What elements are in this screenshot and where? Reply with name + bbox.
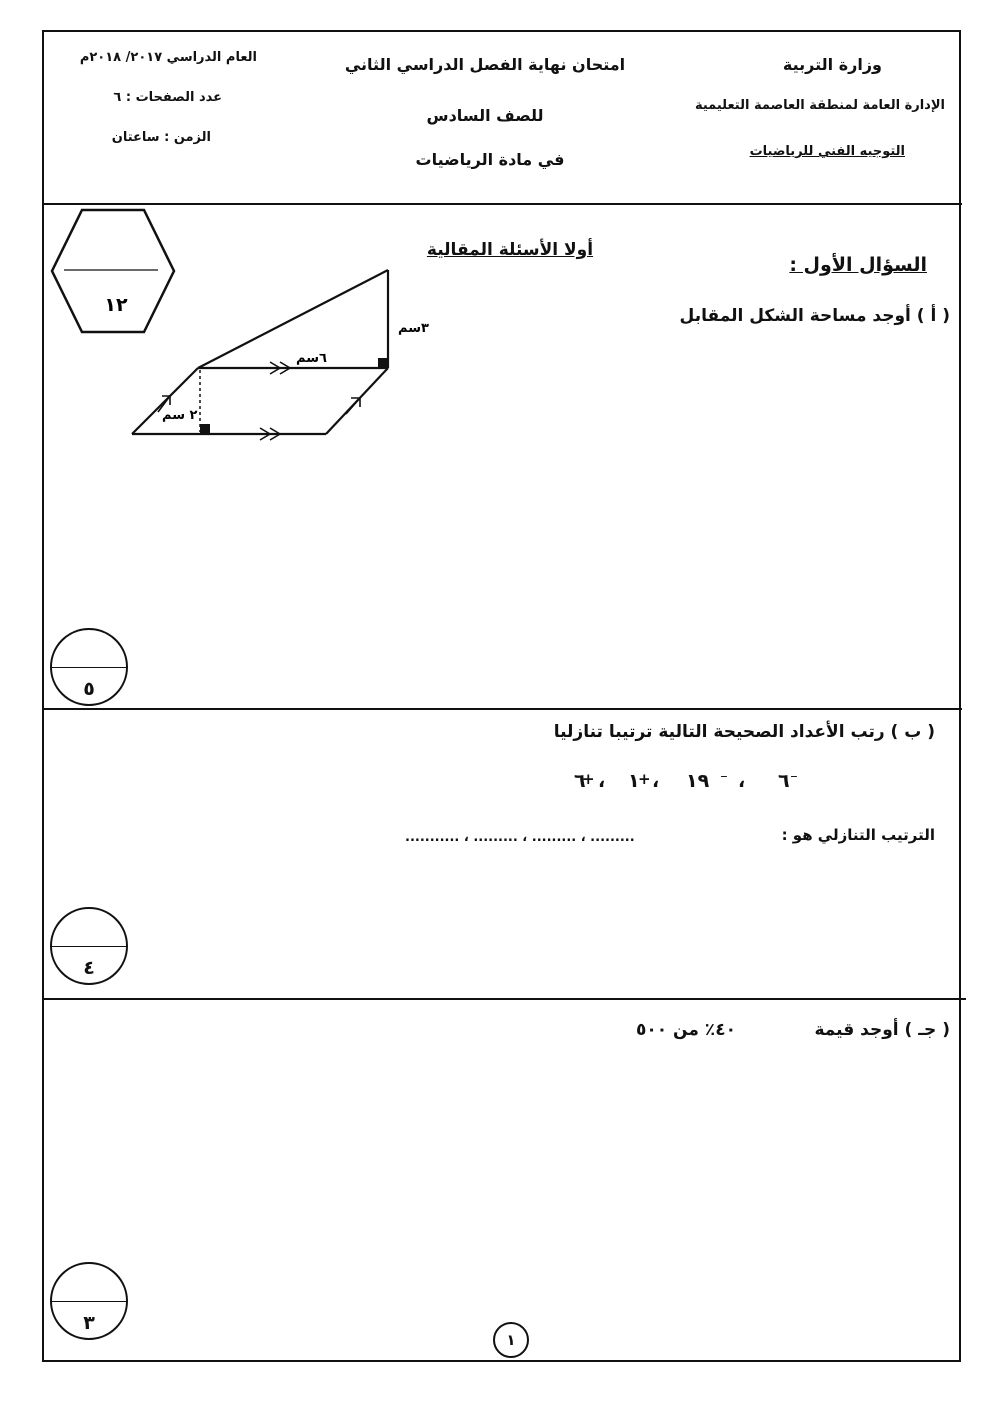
comma: ، [652,770,660,792]
total-score-value: ١٢ [104,294,128,316]
academic-year: العام الدراسي ٢٠١٧/ ٢٠١٨م [79,50,257,65]
label-height-triangle: ٣سم [398,321,429,336]
subject-label: في مادة الرياضيات [415,150,565,169]
part-c-prompt: ( جـ ) أوجد قيمة [814,1020,950,1040]
exam-duration: الزمن : ساعتان [111,130,211,145]
triangle-hypotenuse [198,270,388,368]
part-a-prompt: ( أ ) أوجد مساحة الشكل المقابل [679,306,950,326]
part-b-score-circle [50,907,128,985]
parallelogram-left [132,368,198,434]
pages-count: عدد الصفحات : ٦ [113,90,222,105]
divider-part-b [42,708,962,710]
comma: ، [598,770,606,792]
part-c-score: ٣ [83,1312,95,1334]
question-title: السؤال الأول : [789,254,927,276]
label-height-parallelogram: ٢ سم [162,408,198,423]
comma: ، [738,770,746,792]
header-divider [42,203,962,205]
page-number: ١ [493,1322,529,1358]
right-angle-mark-top [378,358,388,368]
part-c-score-circle [50,1262,128,1340]
exam-title: امتحان نهاية الفصل الدراسي الثاني [344,55,626,74]
section-title: أولا الأسئلة المقالية [426,240,594,260]
directorate-name: الإدارة العامة لمنطقة العاصمة التعليمية [694,98,945,113]
right-angle-mark-bottom [200,424,210,434]
answer-blanks[interactable]: ......... ، ......... ، ......... ، ........... [405,830,635,845]
label-base: ٦سم [296,351,327,366]
supervision-name: التوجيه الفني للرياضيات [749,144,905,159]
numbers-to-order: + ٦ ، + ١ ، ⁻ ١٩ ، ⁻ ٦ [574,770,798,792]
grade-label: للصف السادس [426,106,544,125]
part-c-expression: ٤٠٪ من ٥٠٠ [636,1020,736,1040]
page-frame [42,30,961,1362]
parallel-arrow-right [346,398,360,414]
answer-label: الترتيب التنازلي هو : [781,826,935,844]
part-b-score: ٤ [83,957,95,979]
part-a-score-circle [50,628,128,706]
divider-part-c [42,998,966,1000]
part-a-score: ٥ [83,678,95,700]
part-b-prompt: ( ب ) رتب الأعداد الصحيحة التالية ترتيبا تنازليا [553,722,935,742]
part-a-figure [120,262,450,452]
ministry-name: وزارة التربية [782,55,882,74]
